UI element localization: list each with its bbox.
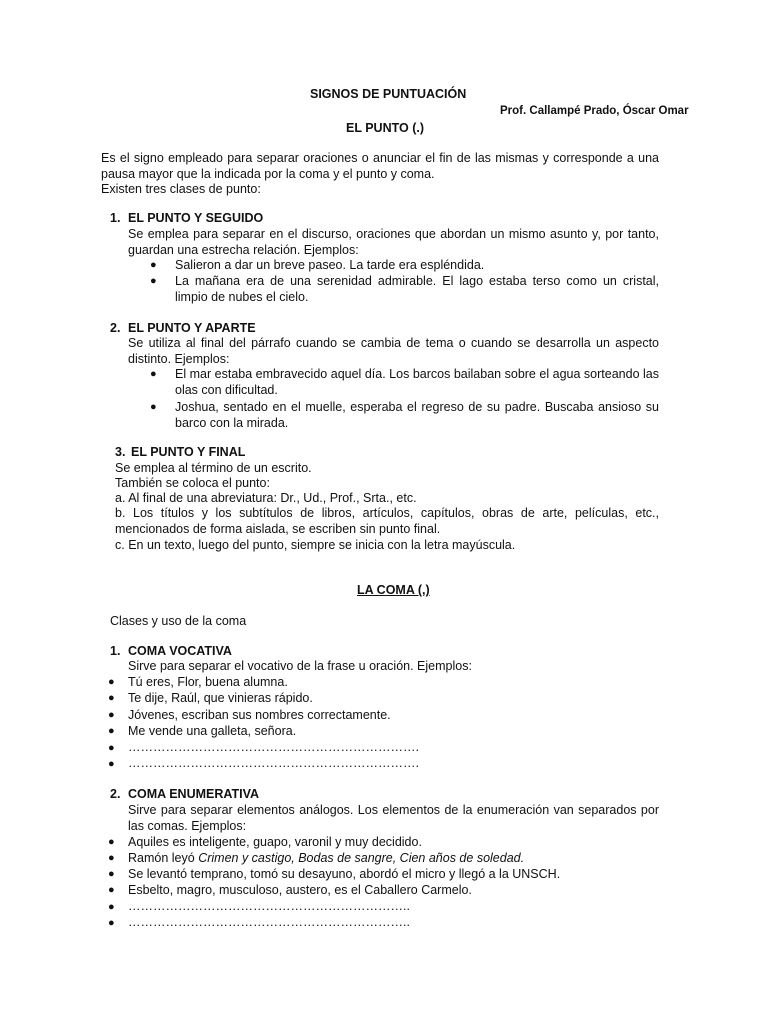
- list-item: Te dije, Raúl, que vinieras rápido.: [128, 691, 313, 705]
- bullet-icon: ●: [150, 401, 157, 413]
- blank-fill-line: …………………………………………………………..: [128, 915, 410, 929]
- example-item: El mar estaba embravecido aquel día. Los barcos bailaban sobre el agua sorteando las olas con dificultad.: [175, 367, 659, 397]
- bullet-icon: ●: [108, 692, 115, 704]
- bullet-icon: ●: [108, 868, 115, 880]
- blank-fill-line: …………………………………………………………….: [128, 740, 419, 754]
- example-item: Joshua, sentado en el muelle, esperaba el regreso de su padre. Buscaba ansioso su barco con la mirada.: [175, 400, 659, 430]
- bullet-icon: ●: [108, 917, 115, 929]
- section-title-punto: EL PUNTO (.): [346, 121, 425, 135]
- example-item: La mañana era de una serenidad admirable. El lago estaba terso como un cristal, limpio de nubes el cielo.: [175, 274, 659, 304]
- bullet-icon: ●: [108, 884, 115, 896]
- list-item: Me vende una galleta, señora.: [128, 724, 297, 738]
- heading-coma-enumerativa: COMA ENUMERATIVA: [128, 787, 260, 801]
- section-number: 2.: [110, 321, 121, 335]
- bullet-icon: ●: [150, 368, 157, 380]
- punto-final-item-b: b. Los títulos y los subtítulos de libros, artículos, capítulos, obras de arte, películas, etc., mencionados de forma aislada, se escriben sin punto final.: [115, 506, 659, 536]
- section-number: 1.: [110, 644, 121, 658]
- coma-enumerativa-description: Sirve para separar elementos análogos. Los elementos de la enumeración van separados por las comas. Ejemplos:: [128, 803, 659, 833]
- bullet-icon: ●: [108, 709, 115, 721]
- blank-fill-line: …………………………………………………………..: [128, 899, 410, 913]
- punto-final-item-a: a. Al final de una abreviatura: Dr., Ud., Prof., Srta., etc.: [115, 491, 417, 505]
- bullet-icon: ●: [150, 259, 157, 271]
- section-number: 3.: [115, 445, 126, 459]
- punto-final-line: Se emplea al término de un escrito.: [115, 461, 312, 475]
- list-item: [128, 850, 524, 866]
- bullet-icon: ●: [108, 758, 115, 770]
- list-item: Aquiles es inteligente, guapo, varonil y muy decidido.: [128, 835, 422, 849]
- list-item: Jóvenes, escriban sus nombres correctamente.: [128, 708, 391, 722]
- section-number: 1.: [110, 211, 121, 225]
- punto-aparte-description: Se utiliza al final del párrafo cuando se cambia de tema o cuando se desarrolla un aspecto distinto. Ejemplos:: [128, 336, 659, 366]
- intro-types-line: Existen tres clases de punto:: [101, 182, 261, 196]
- bullet-icon: ●: [108, 901, 115, 913]
- intro-paragraph: Es el signo empleado para separar oraciones o anunciar el fin de las mismas y corresponde a una pausa mayor que la indicada por la coma y el punto y coma.: [101, 151, 659, 181]
- list-item: Tú eres, Flor, buena alumna.: [128, 675, 288, 689]
- section-title-coma: LA COMA (,): [357, 583, 430, 597]
- document-title: SIGNOS DE PUNTUACIÓN: [310, 87, 467, 101]
- example-item: Salieron a dar un breve paseo. La tarde era espléndida.: [175, 258, 485, 272]
- list-item: Se levantó temprano, tomó su desayuno, abordó el micro y llegó a la UNSCH.: [128, 867, 561, 881]
- punto-final-line: También se coloca el punto:: [115, 476, 270, 490]
- heading-punto-aparte: EL PUNTO Y APARTE: [128, 321, 256, 335]
- heading-coma-vocativa: COMA VOCATIVA: [128, 644, 232, 658]
- coma-intro: Clases y uso de la coma: [110, 614, 247, 628]
- list-item-text: Ramón leyó: [128, 851, 199, 865]
- book-titles: Crimen y castigo, Bodas de sangre, Cien años de soledad.: [198, 851, 525, 865]
- heading-punto-seguido: EL PUNTO Y SEGUIDO: [128, 211, 264, 225]
- bullet-icon: ●: [150, 275, 157, 287]
- bullet-icon: ●: [108, 725, 115, 737]
- punto-seguido-description: Se emplea para separar en el discurso, oraciones que abordan un mismo asunto y, por tanto, guardan una estrecha relación. Ejemplos:: [128, 227, 659, 257]
- bullet-icon: ●: [108, 852, 115, 864]
- bullet-icon: ●: [108, 676, 115, 688]
- heading-punto-final: EL PUNTO Y FINAL: [131, 445, 246, 459]
- bullet-icon: ●: [108, 836, 115, 848]
- punto-final-item-c: c. En un texto, luego del punto, siempre se inicia con la letra mayúscula.: [115, 538, 516, 552]
- bullet-icon: ●: [108, 742, 115, 754]
- author-line: Prof. Callampé Prado, Óscar Omar: [500, 105, 689, 117]
- list-item: Esbelto, magro, musculoso, austero, es el Caballero Carmelo.: [128, 883, 472, 897]
- section-number: 2.: [110, 787, 121, 801]
- coma-vocativa-description: Sirve para separar el vocativo de la frase u oración. Ejemplos:: [128, 659, 472, 673]
- blank-fill-line: …………………………………………………………….: [128, 756, 419, 770]
